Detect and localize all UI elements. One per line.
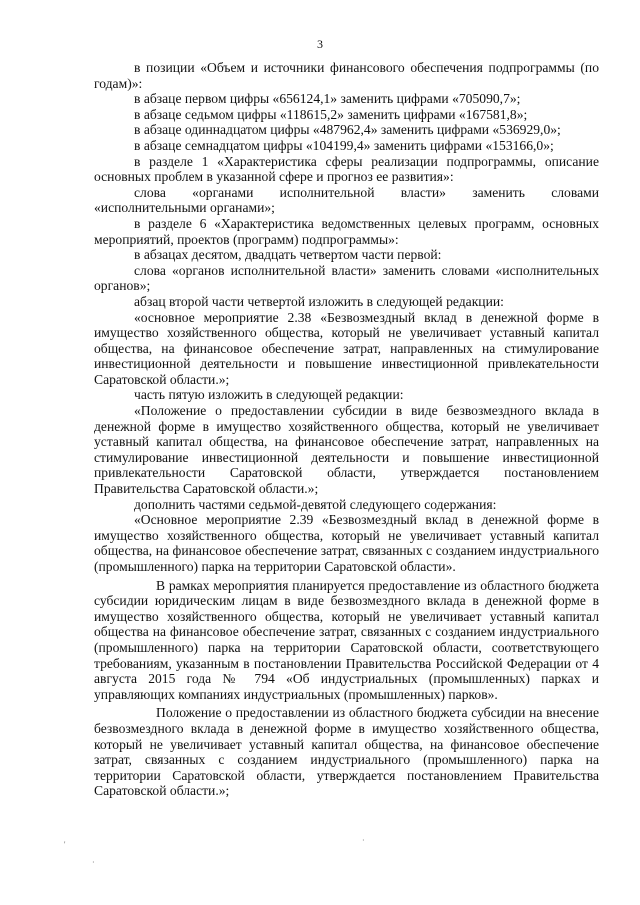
- scan-mark: ': [64, 840, 66, 849]
- paragraph-position: в позиции «Объем и источники финансового обеспечения подпрограммы (по годам)»:: [94, 60, 599, 91]
- paragraph-measure-2-38: «основное мероприятие 2.38 «Безвозмездный вклад в денежной форме в имущество хозяйственного общества, который не увеличивает уставный капитал общества, на финансовое обеспечение затрат, направленных на стимулирование инвестиционной деятельности и повышение инвестиционной привлекательности Саратовской области.»;: [94, 309, 599, 387]
- scan-mark: ·: [362, 836, 365, 845]
- paragraph-abzac-1: в абзаце первом цифры «656124,1» заменить цифрами «705090,7»;: [134, 91, 521, 107]
- paragraph-abzac-second: абзац второй части четвертой изложить в следующей редакции:: [134, 293, 504, 309]
- paragraph-measure-2-39: «Основное мероприятие 2.39 «Безвозмездный вклад в денежной форме в имущество хозяйственного общества, который не увеличивает уставный капитал общества, на финансовое обеспечение затрат, связанных с созданием индустриального (промышленного) парка на территории Саратовской области».: [94, 512, 599, 574]
- paragraph-abzac-11: в абзаце одиннадцатом цифры «487962,4» заменить цифрами «536929,0»;: [134, 122, 561, 138]
- scan-mark: ·: [92, 858, 95, 867]
- paragraph-regulation-final: Положение о предоставлении из областного бюджета субсидии на внесение безвозмездного вклада в денежной форме в имущество хозяйственного общества, который не увеличивает уставный капитал общества, на финансовое обеспечение затрат, связанных с созданием индустриального (промышленного) парка на территории Саратовской области, утверждается постановлением Правительства Саратовской области.»;: [94, 705, 599, 799]
- paragraph-abzac-7: в абзаце седьмом цифры «118615,2» заменить цифрами «167581,8»;: [134, 106, 528, 122]
- paragraph-abzacy: в абзацах десятом, двадцать четвертом части первой:: [134, 247, 442, 263]
- paragraph-abzac-17: в абзаце семнадцатом цифры «104199,4» заменить цифрами «153166,0»;: [134, 137, 554, 153]
- paragraph-words-replace-2: слова «органов исполнительной власти» заменить словами «исполнительных органов»;: [94, 262, 599, 294]
- document-body: [94, 60, 599, 799]
- paragraph-add-parts: дополнить частями седьмой-девятой следующего содержания:: [134, 496, 497, 512]
- paragraph-words-replace-1: слова «органами исполнительной власти» заменить словами «исполнительными органами»;: [94, 184, 599, 216]
- paragraph-part-five: часть пятую изложить в следующей редакции:: [134, 387, 404, 403]
- paragraph-section-1: в разделе 1 «Характеристика сферы реализации подпрограммы, описание основных проблем в указанной сфере и прогноз ее развития»:: [94, 153, 599, 185]
- page-number: 3: [317, 37, 323, 51]
- paragraph-subsidy-regulation: «Положение о предоставлении субсидии в виде безвозмездного вклада в денежной форме в имущество хозяйственного общества, который не увеличивает уставный капитал общества, на финансовое обеспечение затрат, направленных на стимулирование инвестиционной деятельности и повышение инвестиционной привлекательности Саратовской области, утверждается постановлением Правительства Саратовской области.»;: [94, 403, 599, 497]
- paragraph-section-6: в разделе 6 «Характеристика ведомственных целевых программ, основных мероприятий, проектов (программ) подпрограммы»:: [94, 215, 599, 247]
- paragraph-within-measure: В рамках мероприятия планируется предоставление из областного бюджета субсидии юридическим лицам в виде безвозмездного вклада в денежной форме в имущество хозяйственного общества, который не увеличивает уставный капитал общества на финансовое обеспечение затрат, связанных с созданием индустриального (промышленного) парка на территории Саратовской области, соответствующего требованиям, указанным в постановлении Правительства Российской Федерации от 4 августа 2015 года № 794 «Об индустриальных (промышленных) парках и управляющих компаниях индустриальных (промышленных) парков».: [94, 577, 599, 702]
